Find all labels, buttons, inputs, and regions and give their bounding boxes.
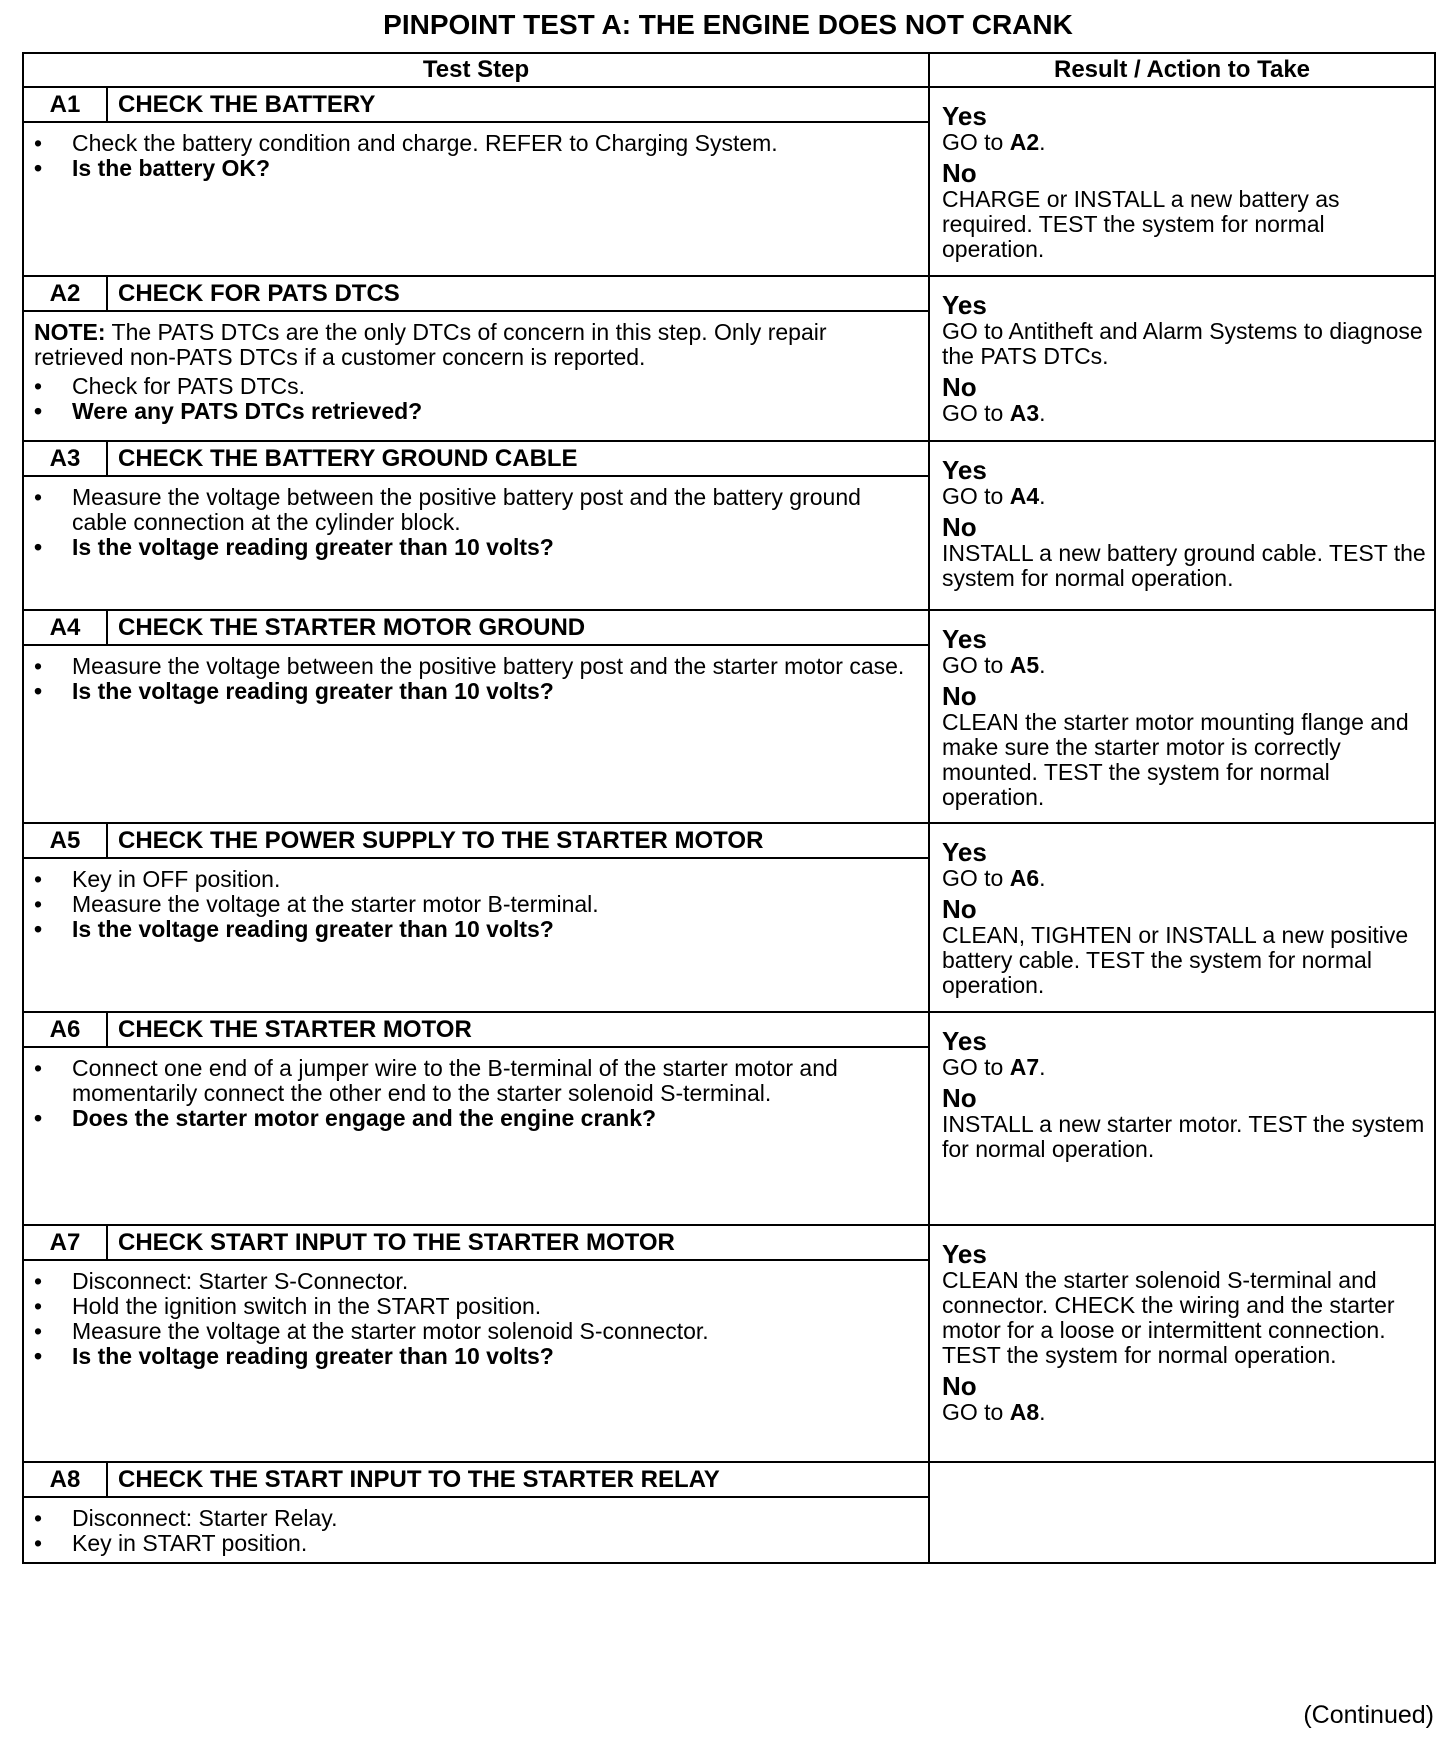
step-body xyxy=(23,1047,929,1225)
yes-action-text: GO to xyxy=(942,483,1010,509)
step-bullet: • Key in OFF position. xyxy=(34,867,914,892)
step-bullet: • Disconnect: Starter Relay. xyxy=(34,1506,914,1531)
step-id: A3 xyxy=(23,441,107,476)
step-bullet: • Disconnect: Starter S-Connector. xyxy=(34,1269,914,1294)
step-header-row xyxy=(23,87,1435,122)
step-bullet-list xyxy=(34,654,914,704)
result-header: Result / Action to Take xyxy=(929,53,1435,87)
yes-action xyxy=(942,653,1428,678)
no-label: No xyxy=(942,372,977,402)
yes-action-end: . xyxy=(1039,652,1046,678)
step-header-row xyxy=(23,823,1435,858)
step-question: • Does the starter motor engage and the engine crank? xyxy=(34,1106,914,1131)
no-action-text: GO to xyxy=(942,400,1010,426)
yes-step-ref: A2 xyxy=(1009,129,1040,155)
step-bullet-list xyxy=(34,374,914,424)
yes-step-ref: A7 xyxy=(1009,1054,1040,1080)
step-header-row xyxy=(23,1462,1435,1497)
yes-label: Yes xyxy=(942,1026,987,1056)
step-header-row xyxy=(23,276,1435,311)
step-body xyxy=(23,645,929,823)
step-bullet-list xyxy=(34,867,914,942)
step-bullet: • Measure the voltage at the starter motor B-terminal. xyxy=(34,892,914,917)
step-title: CHECK THE BATTERY GROUND CABLE xyxy=(107,441,929,476)
step-question: • Is the voltage reading greater than 10 volts? xyxy=(34,679,914,704)
result-cell xyxy=(929,1012,1435,1225)
result-cell xyxy=(929,1462,1435,1563)
result-cell xyxy=(929,87,1435,276)
result-cell xyxy=(929,823,1435,1012)
result-cell xyxy=(929,1225,1435,1462)
yes-step-ref: A6 xyxy=(1009,865,1040,891)
step-header-row xyxy=(23,1225,1435,1260)
step-title: CHECK START INPUT TO THE STARTER MOTOR xyxy=(107,1225,929,1260)
yes-step-ref: A4 xyxy=(1009,483,1040,509)
step-id: A2 xyxy=(23,276,107,311)
continued-label: (Continued) xyxy=(1303,1701,1434,1729)
no-action xyxy=(942,541,1428,591)
yes-action-text: GO to xyxy=(942,865,1010,891)
step-id: A4 xyxy=(23,610,107,645)
step-title: CHECK THE STARTER MOTOR xyxy=(107,1012,929,1047)
step-id: A8 xyxy=(23,1462,107,1497)
no-action-text: INSTALL a new starter motor. TEST the system for normal operation. xyxy=(942,1111,1425,1162)
test-step-header: Test Step xyxy=(23,53,929,87)
step-bullet: • Measure the voltage between the positive battery post and the starter motor case. xyxy=(34,654,914,679)
yes-action xyxy=(942,319,1428,369)
yes-action-end: . xyxy=(1039,483,1046,509)
step-title: CHECK FOR PATS DTCS xyxy=(107,276,929,311)
note-text: The PATS DTCs are the only DTCs of concern in this step. Only repair retrieved non-PATS DTCs if a customer concern is reported. xyxy=(34,319,827,370)
no-action xyxy=(942,710,1428,810)
step-bullet-list xyxy=(34,485,914,560)
yes-action-text: GO to xyxy=(942,652,1010,678)
no-label: No xyxy=(942,681,977,711)
step-bullet: • Check the battery condition and charge. REFER to Charging System. xyxy=(34,131,914,156)
no-action-end: . xyxy=(1039,400,1046,426)
yes-label: Yes xyxy=(942,455,987,485)
yes-action xyxy=(942,130,1428,155)
step-id: A1 xyxy=(23,87,107,122)
step-bullet-list xyxy=(34,131,914,181)
no-action xyxy=(942,923,1428,998)
step-bullet-list xyxy=(34,1269,914,1369)
step-bullet: • Measure the voltage at the starter motor solenoid S-connector. xyxy=(34,1319,914,1344)
no-action xyxy=(942,1400,1428,1425)
yes-label: Yes xyxy=(942,624,987,654)
step-header-row xyxy=(23,610,1435,645)
step-title: CHECK THE STARTER MOTOR GROUND xyxy=(107,610,929,645)
yes-step-ref: A5 xyxy=(1009,652,1040,678)
yes-action xyxy=(942,866,1428,891)
yes-action xyxy=(942,1268,1428,1368)
step-bullet-list xyxy=(34,1056,914,1131)
yes-label: Yes xyxy=(942,1239,987,1269)
step-bullet: • Key in START position. xyxy=(34,1531,914,1556)
yes-action-text: GO to Antitheft and Alarm Systems to diagnose the PATS DTCs. xyxy=(942,318,1423,369)
no-action xyxy=(942,1112,1428,1162)
no-action-text: CHARGE or INSTALL a new battery as required. TEST the system for normal operation. xyxy=(942,186,1340,262)
yes-label: Yes xyxy=(942,101,987,131)
step-bullet-list xyxy=(34,1506,914,1556)
page-title: PINPOINT TEST A: THE ENGINE DOES NOT CRANK xyxy=(383,9,1073,40)
note-label: NOTE: xyxy=(34,319,106,345)
no-action-text: CLEAN the starter motor mounting flange and make sure the starter motor is correctly mounted. TEST the system for normal operation. xyxy=(942,709,1409,810)
yes-action-end: . xyxy=(1039,1054,1046,1080)
no-label: No xyxy=(942,512,977,542)
no-action xyxy=(942,401,1428,426)
step-note xyxy=(34,320,914,370)
yes-action xyxy=(942,484,1428,509)
step-question: • Is the voltage reading greater than 10 volts? xyxy=(34,917,914,942)
step-question: • Is the battery OK? xyxy=(34,156,914,181)
no-action-text: GO to xyxy=(942,1399,1010,1425)
step-bullet: • Measure the voltage between the positive battery post and the battery ground cable connection at the cylinder block. xyxy=(34,485,914,535)
step-header-row xyxy=(23,441,1435,476)
no-label: No xyxy=(942,894,977,924)
yes-action-end: . xyxy=(1039,865,1046,891)
no-label: No xyxy=(942,158,977,188)
result-cell xyxy=(929,610,1435,823)
step-id: A6 xyxy=(23,1012,107,1047)
step-body xyxy=(23,122,929,276)
step-body xyxy=(23,858,929,1012)
yes-label: Yes xyxy=(942,837,987,867)
step-title: CHECK THE POWER SUPPLY TO THE STARTER MOTOR xyxy=(107,823,929,858)
step-body xyxy=(23,311,929,441)
yes-action-end: . xyxy=(1039,129,1046,155)
step-question: • Were any PATS DTCs retrieved? xyxy=(34,399,914,424)
step-bullet: • Connect one end of a jumper wire to the B-terminal of the starter motor and momentarily connect the other end to the starter solenoid S-terminal. xyxy=(34,1056,914,1106)
result-cell xyxy=(929,441,1435,610)
no-action-text: CLEAN, TIGHTEN or INSTALL a new positive battery cable. TEST the system for normal operation. xyxy=(942,922,1409,998)
step-title: CHECK THE BATTERY xyxy=(107,87,929,122)
table-header-row xyxy=(23,53,1435,87)
no-action xyxy=(942,187,1428,262)
pinpoint-test-table xyxy=(22,52,1436,1564)
step-header-row xyxy=(23,1012,1435,1047)
yes-action-text: CLEAN the starter solenoid S-terminal and connector. CHECK the wiring and the starter motor for a loose or intermittent connection. TEST the system for normal operation. xyxy=(942,1267,1395,1368)
step-title: CHECK THE START INPUT TO THE STARTER RELAY xyxy=(107,1462,929,1497)
step-question: • Is the voltage reading greater than 10 volts? xyxy=(34,535,914,560)
step-bullet: • Check for PATS DTCs. xyxy=(34,374,914,399)
step-question: • Is the voltage reading greater than 10 volts? xyxy=(34,1344,914,1369)
no-action-end: . xyxy=(1039,1399,1046,1425)
yes-action-text: GO to xyxy=(942,129,1010,155)
no-action-text: INSTALL a new battery ground cable. TEST the system for normal operation. xyxy=(942,540,1426,591)
yes-action xyxy=(942,1055,1428,1080)
yes-action-text: GO to xyxy=(942,1054,1010,1080)
step-body xyxy=(23,1497,929,1563)
step-id: A7 xyxy=(23,1225,107,1260)
result-cell xyxy=(929,276,1435,441)
no-step-ref: A3 xyxy=(1009,400,1040,426)
no-step-ref: A8 xyxy=(1009,1399,1040,1425)
step-body xyxy=(23,476,929,610)
table-body xyxy=(23,87,1435,1563)
no-label: No xyxy=(942,1371,977,1401)
yes-label: Yes xyxy=(942,290,987,320)
no-label: No xyxy=(942,1083,977,1113)
step-bullet: • Hold the ignition switch in the START position. xyxy=(34,1294,914,1319)
step-body xyxy=(23,1260,929,1462)
step-id: A5 xyxy=(23,823,107,858)
